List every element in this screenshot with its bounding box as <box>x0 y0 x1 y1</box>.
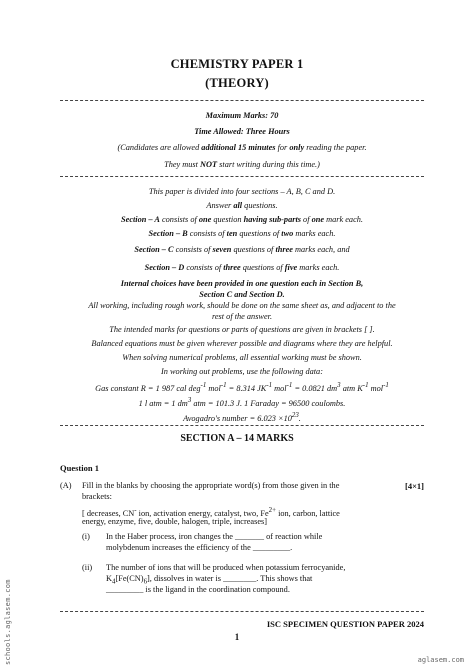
instr-internal-choice-1: Internal choices have been provided in one question each in Section B, <box>120 279 364 288</box>
data-gas-constant: Gas constant R = 1 987 cal deg$^{-1}$ mol$^{-1}$ = 8.314 $JK^{-1}$ mol$^{-1}$ = 0.0821 $dm^3$ atm $K^{-1}$ mol$^{-1}$ <box>95 382 389 393</box>
instr-marks-brackets: The intended marks for questions or parts of questions are given in brackets [ ]. <box>109 325 375 334</box>
instr-internal-choice-2: Section C and Section D. <box>199 290 285 299</box>
divider-meta <box>60 176 424 177</box>
part-a-text-2: brackets: <box>82 492 112 501</box>
data-atm-faraday: 1 l atm = 1 $dm^3$ atm = 101.3 J. 1 Faraday = 96500 coulombs. <box>138 397 346 408</box>
data-avogadro: Avogadro's number = $6.023 \times 10^{23}$. <box>183 412 301 423</box>
bottom-right-watermark: aglasem.com <box>417 656 464 664</box>
instr-data-intro: In working out problems, use the following data: <box>161 367 323 376</box>
instr-balanced-eq: Balanced equations must be given wherever possible and diagrams where they are helpful. <box>91 339 393 348</box>
instr-working-1: All working, including rough work, should be done on the same sheet as, and adjacent to the <box>88 301 396 310</box>
section-a-heading: SECTION A – 14 MARKS <box>180 433 294 444</box>
part-a-marks: [4×1] <box>404 481 424 491</box>
instr-section-b: Section – B consists of ten questions of two marks each. <box>148 229 336 238</box>
divider-top <box>60 100 424 101</box>
part-a-text-1: Fill in the blanks by choosing the appropriate word(s) from those given in the <box>82 481 340 490</box>
sub-ii-line-2: $K_4[Fe(CN)_6]$, dissolves in water is ________. This shows that <box>106 574 313 586</box>
side-watermark: schools.aglasem.com <box>4 579 12 665</box>
reading-note-1: (Candidates are allowed additional 15 minutes for only reading the paper. <box>117 143 367 152</box>
sub-i-line-1: In the Haber process, iron changes the _______ of reaction while <box>106 532 323 541</box>
sub-ii-line-3: _________ is the ligand in the coordination compound. <box>106 585 290 594</box>
instr-working-2: rest of the answer. <box>211 312 273 321</box>
instr-section-a: Section – A consists of one question having sub-parts of one mark each. <box>121 215 363 224</box>
options-line-2: energy, enzyme, five, double, halogen, triple, increases] <box>82 517 267 526</box>
sub-ii-line-1: The number of ions that will be produced when potassium ferrocyanide, <box>106 563 346 572</box>
paper-title: CHEMISTRY PAPER 1 <box>170 57 304 71</box>
divider-instructions <box>60 425 424 426</box>
reading-note-2: They must NOT start writing during this time.) <box>164 160 320 169</box>
instr-numerical: When solving numerical problems, all essential working must be shown. <box>122 353 362 362</box>
paper-subtitle: (THEORY) <box>205 76 269 90</box>
part-a-label: (A) <box>60 481 72 490</box>
sub-i-line-2: molybdenum increases the efficiency of the _________. <box>106 543 293 552</box>
instr-section-c: Section – C consists of seven questions of three marks each, and <box>134 245 350 254</box>
footer-title: ISC SPECIMEN QUESTION PAPER 2024 <box>266 619 424 629</box>
divider-footer <box>60 611 424 612</box>
time-allowed: Time Allowed: Three Hours <box>194 127 290 136</box>
max-marks: Maximum Marks: 70 <box>205 111 279 120</box>
question-1-label: Question 1 <box>60 463 99 473</box>
options-line-1: [ decreases, CN- ion, activation energy, catalyst, two, $Fe^{2+}$ ion, carbon, lattice <box>82 507 340 518</box>
sub-ii-label: (ii) <box>82 563 93 572</box>
instr-divided: This paper is divided into four sections – A, B, C and D. <box>148 187 336 196</box>
instr-answer-all: Answer all questions. <box>206 201 278 210</box>
page-number: 1 <box>234 632 240 642</box>
instr-section-d: Section – D consists of three questions of five marks each. <box>144 263 340 272</box>
sub-i-label: (i) <box>82 532 90 541</box>
